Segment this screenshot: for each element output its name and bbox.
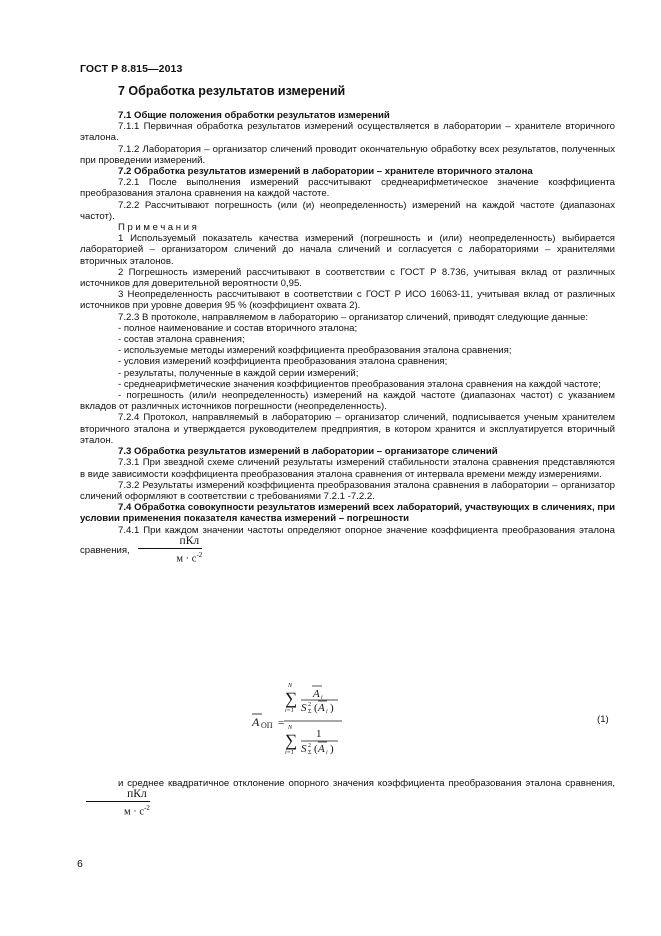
unit-fraction xyxy=(86,789,150,818)
paragraph-7-3-2: 7.3.2 Результаты измерений коэффициента преобразования эталона сравнения в лаборатории – организатор сличений оформляют в соответствии с требованиями 7.2.1 -7.2.2. xyxy=(80,479,615,502)
svg-text:A: A xyxy=(318,702,325,714)
svg-text:(: ( xyxy=(314,743,318,755)
formula-eq: = xyxy=(278,717,285,729)
den-s-sub: Σ xyxy=(308,709,312,715)
den-s: S xyxy=(301,702,307,714)
paragraph-7-2-4: 7.2.4 Протокол, направляемый в лабораторию – организатор сличений, подписывается ученым хранителем вторичного эталона и утверждается руководителем предприятия, в котором хранится и эксплуатируется вторичный эталон. xyxy=(80,412,615,446)
svg-text:(: ( xyxy=(314,702,318,714)
heading-7-1: 7.1 Общие положения обработки результатов измерений xyxy=(118,110,390,121)
unit-denominator: $м \cdot с^{-2}$ xyxy=(124,804,150,818)
note-1: 1 Используемый показатель качества измерений (погрешность и (или) неопределенность) выбирается лабораторией – организатором сличений до начала сличений и согласуется с лабораториями – хранителями вторичных эталонов. xyxy=(80,233,615,267)
paragraph-std-dev xyxy=(80,778,615,818)
body-text xyxy=(80,110,615,565)
document-header: ГОСТ Р 8.815—2013 xyxy=(80,63,183,75)
paragraph-7-2-1: 7.2.1 После выполнения измерений рассчитывают среднеарифметическое значение коэффициента преобразования эталона сравнения на каждой частоте. xyxy=(80,177,615,200)
paragraph-after-formula xyxy=(80,778,615,818)
num-term-sub: i xyxy=(321,695,323,701)
svg-text:S: S xyxy=(301,743,307,755)
list-item: - результаты, полученные в каждой серии измерений; xyxy=(118,367,359,379)
svg-text:N: N xyxy=(288,725,293,731)
svg-text:i=1: i=1 xyxy=(285,750,294,756)
svg-text:): ) xyxy=(330,702,334,714)
list-item: - условия измерений коэффициента преобразования эталона сравнения; xyxy=(118,356,448,368)
unit-numerator: пКл xyxy=(138,536,202,549)
list-item: - среднеарифметические значения коэффициентов преобразования эталона сравнения на каждой частоте; xyxy=(118,378,601,390)
list-item: - используемые методы измерений коэффициента преобразования эталона сравнения; xyxy=(118,345,512,357)
paragraph-7-1-1: 7.1.1 Первичная обработка результатов измерений осуществляется в лаборатории – хранителе вторичного эталона. xyxy=(80,121,615,144)
svg-text:i: i xyxy=(326,709,328,715)
formula-lhs: A xyxy=(252,715,260,729)
paragraph-7-2-3: 7.2.3 В протоколе, направляемом в лабораторию – организатор сличений, приводят следующие данные: xyxy=(118,311,589,323)
sum-symbol: ∑ xyxy=(285,689,298,708)
page-number: 6 xyxy=(77,858,83,870)
svg-text:2: 2 xyxy=(308,743,311,749)
list-item: - погрешность (или/и неопределенность) измерений на каждой частоте (диапазонах частот) с указанием вкладов от различных источников погрешности (неопределенность). xyxy=(80,390,615,413)
paragraph-7-1-2: 7.1.2 Лаборатория – организатор сличений проводит окончательную обработку всех результатов, полученных при проведении измерений. xyxy=(80,143,615,166)
heading-7-3: 7.3 Обработка результатов измерений в лаборатории – организаторе сличений xyxy=(118,446,498,458)
paragraph-7-2-2: 7.2.2 Рассчитывают погрешность (или (и) неопределенность) измерений на каждой частоте (диапазонах частот). xyxy=(80,199,615,222)
paragraph-7-3-1: 7.3.1 При звездной схеме сличений результаты измерений стабильности эталона сравнения представляются в виде зависимости коэффициента преобразования эталона сравнения от интервала времени между измерениями. xyxy=(80,457,615,480)
heading-7-4: 7.4 Обработка совокупности результатов измерений всех лабораторий, участвующих в сличениях, при условии применения показателя качества измерений – погрешности xyxy=(80,502,615,525)
heading-7-2: 7.2 Обработка результатов измерений в лаборатории – хранителе вторичного эталона xyxy=(118,166,533,178)
paragraph-7-4-1-text: 7.4.1 При каждом значении частоты определяют опорное значение коэффициента преобразования эталона сравнения, xyxy=(80,524,615,556)
list-item: - полное наименование и состав вторичного эталона; xyxy=(118,322,358,334)
paragraph-std-dev-text: и среднее квадратичное отклонение опорного значения коэффициента преобразования эталона сравнения, xyxy=(118,778,615,789)
equation-number: (1) xyxy=(597,714,609,725)
list-item: - состав эталона сравнения; xyxy=(118,334,245,346)
svg-text:i: i xyxy=(326,750,328,756)
svg-text:Σ: Σ xyxy=(308,750,312,756)
svg-text:∑: ∑ xyxy=(285,731,298,750)
den-s-sup: 2 xyxy=(308,702,311,708)
paragraph-7-4-1 xyxy=(80,525,615,565)
formula-1 xyxy=(250,683,370,759)
notes-title: Примечания xyxy=(118,222,200,234)
num-term: A xyxy=(313,688,320,700)
note-2: 2 Погрешность измерений рассчитывают в соответствии с ГОСТ Р 8.736, учитывая вклад от различных источников для доверительной вероятности 0,95. xyxy=(80,266,615,290)
formula-lhs-sub: ОП xyxy=(261,721,273,730)
den-one: 1 xyxy=(316,728,322,740)
svg-text:A: A xyxy=(318,743,325,755)
section-title: 7 Обработка результатов измерений xyxy=(118,84,346,98)
sum-bottom: i=1 xyxy=(285,708,294,714)
svg-text:): ) xyxy=(330,743,334,755)
sum-top: N xyxy=(288,683,293,689)
unit-numerator: пКл xyxy=(86,789,150,802)
unit-denominator: $м \cdot с^{-2}$ xyxy=(176,550,203,565)
unit-fraction xyxy=(138,536,202,565)
note-3: 3 Неопределенность рассчитывают в соответствии с ГОСТ Р ИСО 16063-11, учитывая вклад от различных источников при уровне доверия 95 % (коэффициент охвата 2). xyxy=(80,289,615,312)
